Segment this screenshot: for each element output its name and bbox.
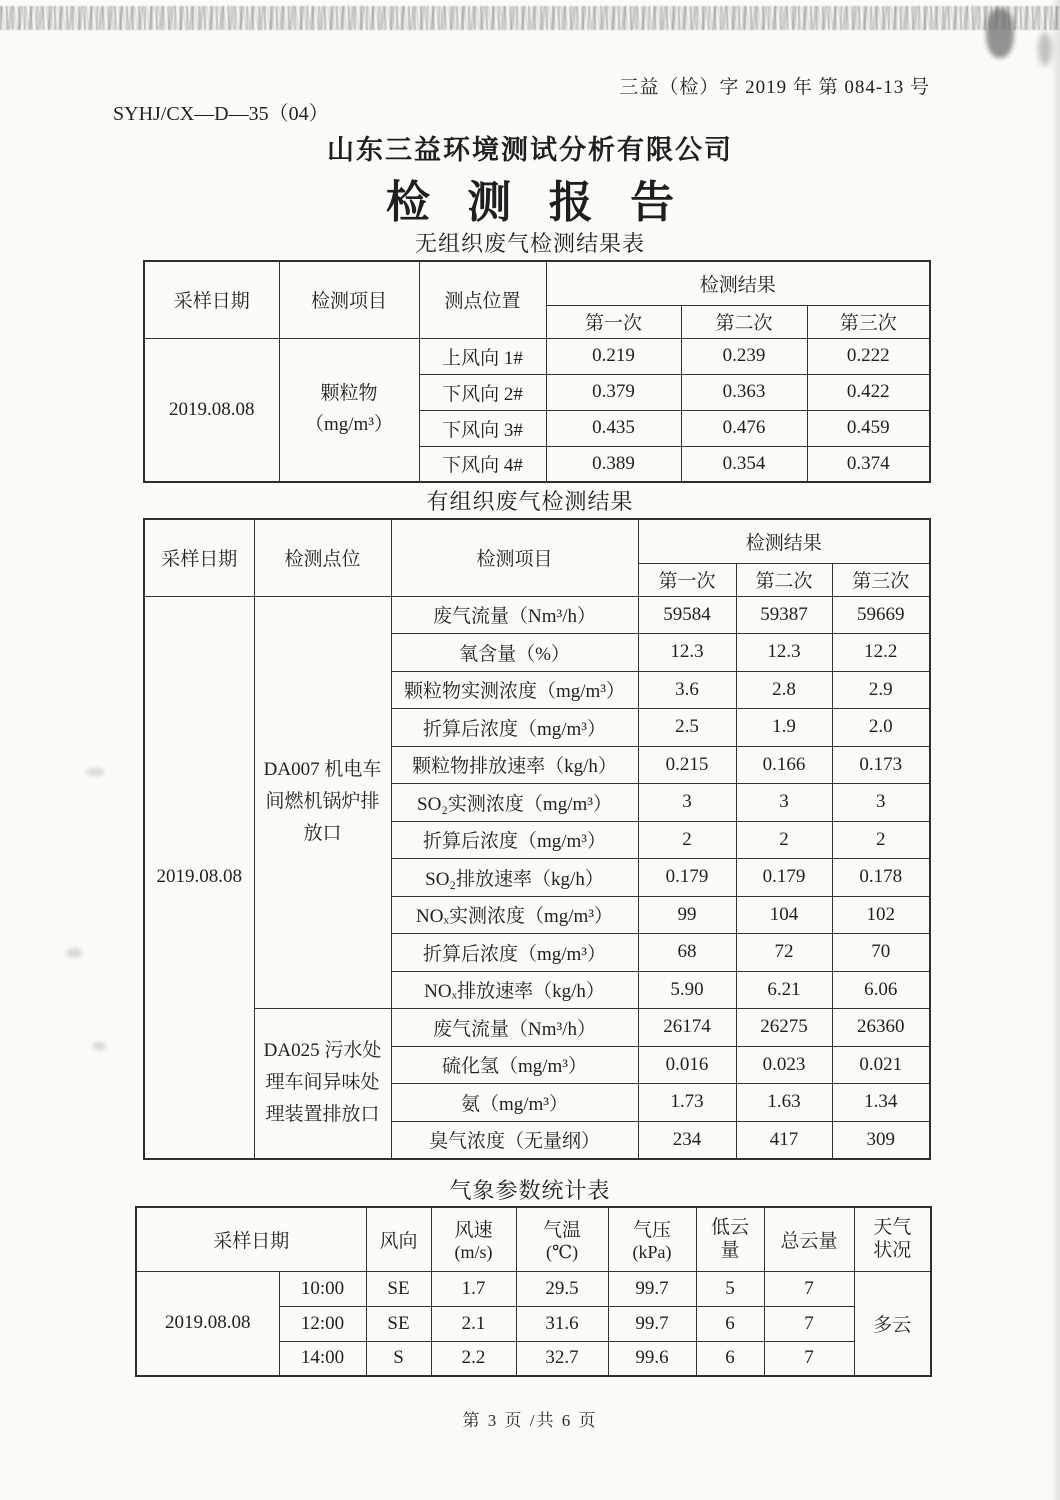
- temperature-cell: 32.7: [516, 1341, 608, 1376]
- header-label: 低云量: [711, 1216, 750, 1262]
- header-total-cloud: 总云量: [764, 1207, 854, 1271]
- value-cell: 3: [832, 784, 930, 822]
- table3-header-row: [136, 1207, 931, 1271]
- total-cloud-cell: 7: [764, 1306, 854, 1341]
- time-cell: 14:00: [279, 1341, 366, 1376]
- value-cell: 6.06: [832, 971, 930, 1009]
- item-cell: 氨（mg/m³）: [391, 1084, 638, 1122]
- time-cell: 10:00: [279, 1271, 366, 1306]
- value-cell: 102: [832, 896, 930, 934]
- value-cell: 2: [832, 821, 930, 859]
- table3-title: 气象参数统计表: [449, 1178, 611, 1203]
- value-cell: 26174: [638, 1009, 736, 1047]
- wind-direction-cell: SE: [366, 1306, 431, 1341]
- header-run-1: 第一次: [546, 305, 681, 338]
- header-result: 检测结果: [638, 519, 930, 563]
- value-cell: 6.21: [736, 971, 832, 1009]
- item-cell: NOₓ实测浓度（mg/m³）: [391, 896, 638, 934]
- scan-artifact: [86, 768, 104, 776]
- value-cell: 3: [638, 784, 736, 822]
- value-cell: 0.219: [546, 338, 681, 374]
- header-run-3: 第三次: [832, 563, 930, 596]
- item-cell: 臭气浓度（无量纲）: [391, 1121, 638, 1159]
- test-item-cell: [279, 338, 419, 482]
- header-test-item: 检测项目: [279, 261, 419, 338]
- position-cell: 下风向 3#: [419, 410, 546, 446]
- scan-noise-band: [0, 6, 1060, 30]
- sample-date-cell: 2019.08.08: [144, 596, 254, 1159]
- value-cell: 104: [736, 896, 832, 934]
- value-cell: 3.6: [638, 671, 736, 709]
- header-wind-direction: 风向: [366, 1207, 431, 1271]
- header-label: 天气状况: [873, 1216, 912, 1262]
- value-cell: 0.179: [638, 859, 736, 897]
- value-cell: 68: [638, 934, 736, 972]
- header-label: 气温: [543, 1220, 582, 1242]
- value-cell: 2.5: [638, 709, 736, 747]
- form-code: SYHJ/CX—D—35（04）: [113, 103, 329, 125]
- table-row: [144, 338, 930, 374]
- header-unit: (m/s): [454, 1242, 493, 1263]
- item-cell: 颗粒物实测浓度（mg/m³）: [391, 671, 638, 709]
- position-cell: 下风向 2#: [419, 374, 546, 410]
- value-cell: 12.2: [832, 634, 930, 672]
- item-cell: 硫化氢（mg/m³）: [391, 1046, 638, 1084]
- value-cell: 0.178: [832, 859, 930, 897]
- item-cell: 折算后浓度（mg/m³）: [391, 709, 638, 747]
- temperature-cell: 29.5: [516, 1271, 608, 1306]
- wind-direction-cell: SE: [366, 1271, 431, 1306]
- header-run-2: 第二次: [681, 305, 807, 338]
- value-cell: 2: [736, 821, 832, 859]
- value-cell: 0.173: [832, 746, 930, 784]
- header-sample-date: 采样日期: [136, 1207, 366, 1271]
- header-run-3: 第三次: [807, 305, 930, 338]
- value-cell: 0.016: [638, 1046, 736, 1084]
- company-name: 山东三益环境测试分析有限公司: [327, 135, 733, 165]
- time-cell: 12:00: [279, 1306, 366, 1341]
- low-cloud-cell: 5: [696, 1271, 764, 1306]
- value-cell: 59584: [638, 596, 736, 634]
- value-cell: 234: [638, 1121, 736, 1159]
- organized-emission-table: [143, 518, 931, 1160]
- value-cell: 0.215: [638, 746, 736, 784]
- item-cell: 折算后浓度（mg/m³）: [391, 934, 638, 972]
- value-cell: 3: [736, 784, 832, 822]
- item-cell: SO₂实测浓度（mg/m³）: [391, 784, 638, 822]
- value-cell: 59387: [736, 596, 832, 634]
- header-unit: (kPa): [632, 1242, 672, 1263]
- pressure-cell: 99.7: [608, 1306, 696, 1341]
- value-cell: 99: [638, 896, 736, 934]
- value-cell: 59669: [832, 596, 930, 634]
- item-cell: 氧含量（%）: [391, 634, 638, 672]
- value-cell: 0.363: [681, 374, 807, 410]
- header-label: 气压: [633, 1220, 672, 1242]
- value-cell: 5.90: [638, 971, 736, 1009]
- item-cell: 废气流量（Nm³/h）: [391, 1009, 638, 1047]
- item-cell: 颗粒物排放速率（kg/h）: [391, 746, 638, 784]
- value-cell: 309: [832, 1121, 930, 1159]
- item-cell: NOₓ排放速率（kg/h）: [391, 971, 638, 1009]
- header-pressure: [608, 1207, 696, 1271]
- value-cell: 0.179: [736, 859, 832, 897]
- total-cloud-cell: 7: [764, 1341, 854, 1376]
- table1-header-row: [144, 261, 930, 305]
- table-row: [144, 596, 930, 634]
- header-test-item: 检测项目: [391, 519, 638, 596]
- value-cell: 1.9: [736, 709, 832, 747]
- header-temperature: [516, 1207, 608, 1271]
- value-cell: 0.389: [546, 446, 681, 482]
- value-cell: 0.476: [681, 410, 807, 446]
- low-cloud-cell: 6: [696, 1341, 764, 1376]
- item-cell: 折算后浓度（mg/m³）: [391, 821, 638, 859]
- value-cell: 0.023: [736, 1046, 832, 1084]
- header-label: 风速: [454, 1220, 493, 1242]
- page-number: 第 3 页 /共 6 页: [462, 1411, 598, 1430]
- pressure-cell: 99.6: [608, 1341, 696, 1376]
- report-title: 检测报告: [385, 178, 712, 227]
- value-cell: 0.379: [546, 374, 681, 410]
- weather-parameters-table: [135, 1206, 932, 1377]
- header-run-2: 第二次: [736, 563, 832, 596]
- header-unit: (℃): [545, 1242, 579, 1263]
- table-row: [136, 1271, 931, 1306]
- value-cell: 417: [736, 1121, 832, 1159]
- document-number: 三益（检）字 2019 年 第 084-13 号: [619, 77, 930, 98]
- fugitive-emission-table: [143, 260, 931, 483]
- total-cloud-cell: 7: [764, 1271, 854, 1306]
- header-weather: [854, 1207, 931, 1271]
- item-cell: SO₂排放速率（kg/h）: [391, 859, 638, 897]
- value-cell: 0.354: [681, 446, 807, 482]
- wind-direction-cell: S: [366, 1341, 431, 1376]
- header-result: 检测结果: [546, 261, 930, 305]
- value-cell: 72: [736, 934, 832, 972]
- value-cell: 0.239: [681, 338, 807, 374]
- value-cell: 26275: [736, 1009, 832, 1047]
- item-cell: 废气流量（Nm³/h）: [391, 596, 638, 634]
- pressure-cell: 99.7: [608, 1271, 696, 1306]
- table2-header-row: [144, 519, 930, 563]
- value-cell: 0.222: [807, 338, 930, 374]
- value-cell: 1.73: [638, 1084, 736, 1122]
- wind-speed-cell: 2.2: [431, 1341, 516, 1376]
- header-sample-date: 采样日期: [144, 261, 279, 338]
- header-point: 检测点位: [254, 519, 391, 596]
- value-cell: 2.0: [832, 709, 930, 747]
- value-cell: 0.435: [546, 410, 681, 446]
- value-cell: 0.021: [832, 1046, 930, 1084]
- header-run-1: 第一次: [638, 563, 736, 596]
- low-cloud-cell: 6: [696, 1306, 764, 1341]
- test-item-name: 颗粒物: [320, 383, 378, 405]
- position-cell: 下风向 4#: [419, 446, 546, 482]
- header-wind-speed: [431, 1207, 516, 1271]
- scan-artifact: [92, 1042, 106, 1050]
- weather-cell: 多云: [854, 1271, 931, 1376]
- temperature-cell: 31.6: [516, 1306, 608, 1341]
- value-cell: 70: [832, 934, 930, 972]
- header-position: 测点位置: [419, 261, 546, 338]
- scan-artifact: [66, 948, 82, 958]
- value-cell: 2.8: [736, 671, 832, 709]
- value-cell: 2: [638, 821, 736, 859]
- wind-speed-cell: 1.7: [431, 1271, 516, 1306]
- value-cell: 0.374: [807, 446, 930, 482]
- value-cell: 26360: [832, 1009, 930, 1047]
- value-cell: 12.3: [638, 634, 736, 672]
- value-cell: 0.422: [807, 374, 930, 410]
- wind-speed-cell: 2.1: [431, 1306, 516, 1341]
- table2-title: 有组织废气检测结果: [426, 489, 634, 514]
- value-cell: 0.166: [736, 746, 832, 784]
- point-cell-da025: DA025 污水处理车间异味处理装置排放口: [254, 1009, 391, 1159]
- sample-date-cell: 2019.08.08: [136, 1271, 279, 1376]
- value-cell: 1.34: [832, 1084, 930, 1122]
- table-row: [144, 1009, 930, 1047]
- position-cell: 上风向 1#: [419, 338, 546, 374]
- scan-artifact: [986, 8, 1014, 58]
- test-item-unit: （mg/m³）: [304, 413, 394, 435]
- value-cell: 0.459: [807, 410, 930, 446]
- point-cell-da007: DA007 机电车间燃机锅炉排放口: [254, 596, 391, 1009]
- value-cell: 2.9: [832, 671, 930, 709]
- header-sample-date: 采样日期: [144, 519, 254, 596]
- header-low-cloud: [696, 1207, 764, 1271]
- value-cell: 12.3: [736, 634, 832, 672]
- table1-title: 无组织废气检测结果表: [414, 231, 645, 256]
- sample-date-cell: 2019.08.08: [144, 338, 279, 482]
- value-cell: 1.63: [736, 1084, 832, 1122]
